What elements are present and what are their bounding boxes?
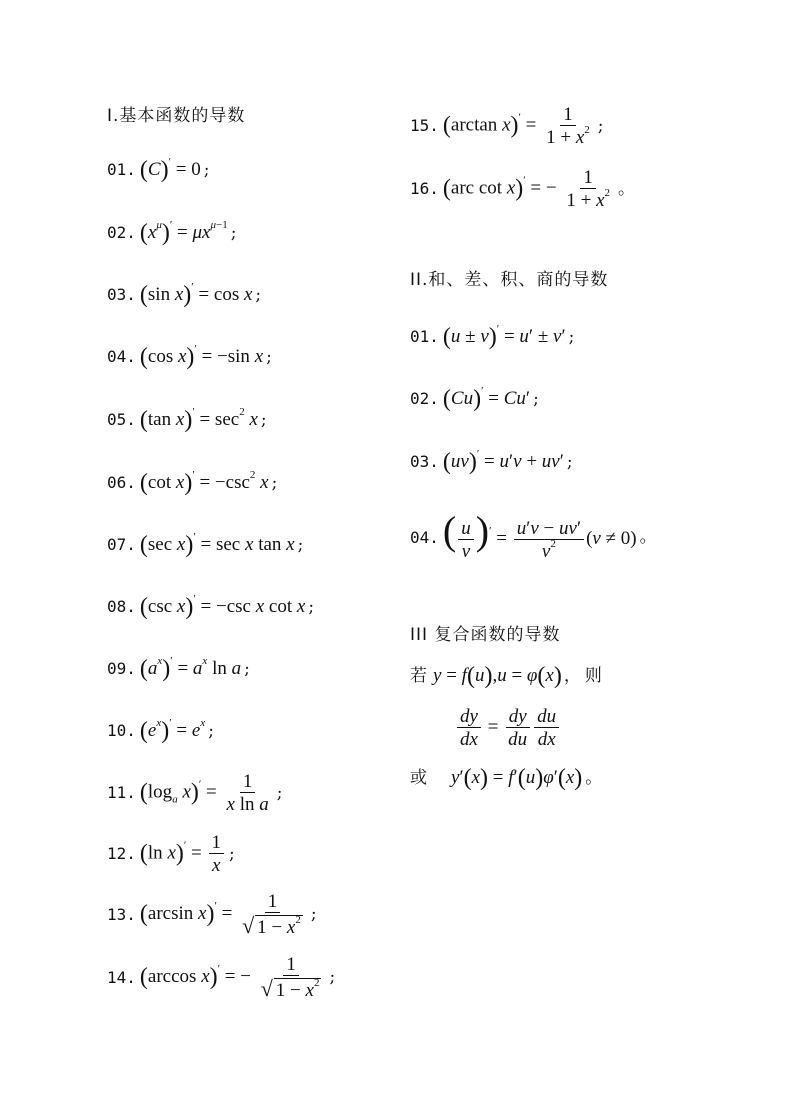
formula-01: 01. (C)′ = 0 ; [107,156,210,183]
formula-11: 11. ($\log_a$ x)′ = $\frac{1}{\text{x ln a}}$ ; [107,771,283,815]
chain-rule-leibniz: $\frac{dy}{dx}$ = $\frac{dy}{du}$ $\frac{du}{dx}$ [455,707,561,749]
item-number: 07. [107,535,136,555]
formula-15: 15. (arctan x)′ = $\frac{1}{1 + x^2}$ ; [410,104,604,148]
rule-sum-difference: 01. (u ± v)′ = u′ ± v′ ; [410,323,575,350]
section-ops-heading: II.和、差、积、商的导数 [410,270,609,290]
formula-05: 05. (tan $x)' = \sec^2 x$ ; [107,406,267,433]
item-number: 06. [107,473,136,493]
formula-08: 08. (csc x)′ = −csc x cot x ; [107,593,315,620]
item-number: 13. [107,904,136,924]
formula-06: 06. (cot $x)' = -\csc^2$ x ; [107,469,278,496]
item-number: 02. [410,389,439,409]
composite-condition: 若 y = f(u),u = φ(x) ， 则 [410,663,602,689]
item-number: 04. [107,347,136,367]
formula-02: 02. $(x^\mu)' = \mu x^{\mu-1}$ ; [107,219,237,246]
formula-04: 04. (cos x)′ = −sin x ; [107,343,272,370]
item-number: 14. [107,967,136,987]
item-number: 04. [410,527,439,547]
formula-16: 16. (arc cot x)′ = − $\frac{1}{1 + x^2}$ 。 [410,167,635,211]
formula-14: 14. (arccos x)′ = − $\frac{1}{√ 1 - x^2}$ ; [107,954,336,1001]
section-composite-heading: III 复合函数的导数 [410,625,561,645]
chain-rule-prime: 或 y′(x) = f′(u)φ′(x) 。 [410,765,603,791]
item-number: 08. [107,597,136,617]
item-number: 15. [410,116,439,135]
item-number: 09. [107,659,136,679]
item-number: 02. [107,223,136,243]
item-number: 01. [410,327,439,347]
formula-13: 13. (arcsin x)′ = $\frac{1}{√ 1 - x^2}$ ; [107,891,317,938]
formula-09: 09. $(a^x)' = a^x$ ln a ; [107,655,250,682]
item-number: 10. [107,721,136,741]
item-number: 03. [410,452,439,472]
formula-10: 10. $(e^x)' = e^x$ ; [107,717,214,744]
item-number: 03. [107,285,136,305]
rule-constant-multiple: 02. (Cu)′ = Cu′ ; [410,385,539,412]
rule-product: 03. (uv)′ = u′v + uv′ ; [410,448,573,475]
formula-12: 12. (ln x)′ = $\frac{1}{x}$ ; [107,832,235,876]
section-basic-heading: I.基本函数的导数 [107,106,246,126]
rule-quotient: 04. ( $\frac{u}{v}$ )′ = $\frac{u'v - uv'}{v^2}$ (v ≠ 0) 。 [410,508,657,562]
item-number: 11. [107,783,136,802]
formula-07: 07. (sec x)′ = sec x tan x ; [107,531,304,558]
if-word: 若 [410,665,427,686]
formula-03: 03. (sin x)′ = cos x ; [107,281,262,308]
item-number: 12. [107,844,136,863]
item-number: 16. [410,179,439,198]
then-word: 则 [584,665,602,686]
item-number: 05. [107,410,136,430]
item-number: 01. [107,160,136,180]
or-word: 或 [410,767,427,788]
